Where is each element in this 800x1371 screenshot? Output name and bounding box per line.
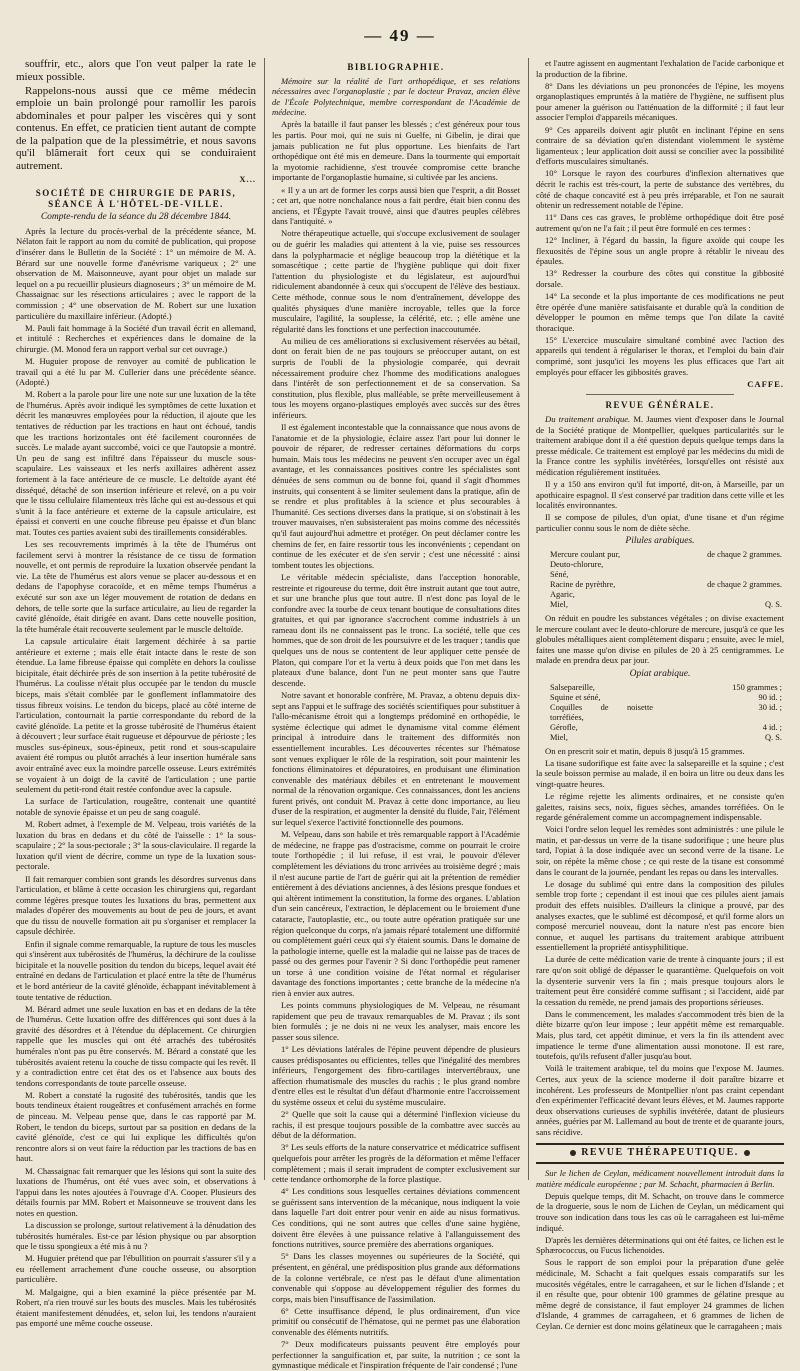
arabique-text-a [536, 479, 784, 533]
paragraph: La capsule articulaire était largement déchirée à sa partie antérieure et externe ; mais elle était intacte dans le reste de son étendue. La lame fibreuse épaisse qui complète en dehors la coulisse bicipitale, était déchirée près de son insertion à la petite tubérosité de l'humérus. La coulisse n'était plus occupée par le tendon du muscle biceps, mais s'était comblée par le gonflement inflammatoire des tissus fibreux voisins. Le tendon du biceps, placé au côté interne de l'articulation, contournait la partie correspondante du rebord de la cavité glénoïde. La petite et la grosse tubérosité de l'humérus étaient à découvert ; leur surface était rugueuse et dépourvue de périoste ; les muscles sus-épineux, sous-épineux, petit rond et sous-scapulaire avaient été rompus ou plutôt arrachés à leur insertion humérale sans avoir entraîné avec eux la moindre parcelle osseuse. Leurs extrémités se voyaient à un doigt de la cavité de l'articulation ; une partie seulement du petit-rond était restée confondue avec la capsule. [16, 635, 256, 795]
paragraph: M. Bérard admet une seule luxation en bas et en dedans de la tête de l'humérus. Cette luxation offre des différences qui sont dues à la gravité des désordres et à l'étendue du déplacement. Ce chirurgien rappelle que les muscles qui ont été arrachés des tubérosités humérales n'ont pas pu être conservés. M. Bérard a constaté que les tubérosités avaient retenu la couche de tissu compacte qui les revêt. Il y a contradiction entre cet état des os et l'absence aux bouts des tendons correspondants de toute parcelle osseuse. [16, 1003, 256, 1088]
opiat-recipe [536, 683, 784, 743]
bibliographie-body [272, 119, 520, 1370]
book-review-title: Mémoire sur la réalité de l'art orthopédique, et ses relations nécessaires avec l'organoplastie ; par le docteur Pravaz, ancien élève de l'École Polytechnique, membre correspondant de l'Académie de médecine. [272, 75, 520, 118]
paragraph: La discussion se prolonge, surtout relativement à la dénudation des tubérosités humérales. Est-ce par lésion physique ou par absorption que le tissu spongieux a été mis à nu ? [16, 1220, 256, 1252]
paragraph: Le régime rejette les aliments ordinaires, et ne consiste qu'en galettes, raisins secs, noix, figues sèches, amandes torréfiées. On le regarde généralement comme un accompagnement indispensable. [536, 790, 784, 823]
recipe-row [536, 723, 784, 733]
section-title-bibliographie: BIBLIOGRAPHIE. [347, 62, 445, 72]
recipe-row [536, 703, 784, 723]
quantity: Q. S. [765, 732, 782, 742]
section-title-revue-generale: REVUE GÉNÉRALE. [605, 400, 715, 411]
pills-title: Pilules arabiques. [625, 536, 695, 547]
paragraph: M. Robert a la parole pour lire une note sur une luxation de la tête de l'humérus. Après avoir indiqué les symptômes de cette luxation et décrit les manœuvres employées pour la réduction, il ajoute que les tentatives de réduction par les tractions en haut ont échoué, tandis que les tractions horizontales ont été facilement couronnées de succès. Le malade ayant succombé, voici ce que l'autopsie a montré. Un peu de sang est infiltré dans l'épaisseur du muscle sous-scapulaire. Les vaisseaux et les nerfs axillaires adhèrent assez fortement à la face antérieure de ce muscle. Le deltoïde ayant été disséqué, détaché de son insertion inférieure et relevé, on a pu voir que le tissu cellulaire filamenteux très lâche qui est au-dessous et qui s'unit à la face antérieure et externe de la capsule articulaire, est épaissi et converti en une couche fibreuse peu épaisse et d'un blanc mat. Toutes ces parties avaient subi des tiraillements considérables. [16, 389, 256, 537]
paragraph: Le véritable médecin spécialiste, dans l'acception honorable, restreinte et rigoureuse du terme, doit être instruit autant que tout autre, et sur une branche plus que tout autre. Il n'est donc pas loyal de le confondre avec la tourbe de ceux tenant boutique de consultations dites gratuites, et qui par ignorance s'accrochent comme industriels à un rameau dont ils ne connaissent pas le tronc. La société, telle que ces hommes, que de son droit de les poursuivre et de les traquer ; tandis que quelques uns de nous se contentent de leur appliquer cette pensée de Platon, qui compare l'or et la vertu à deux poids que l'on met dans les plateaux d'une balance, dont l'un ne peut monter sans que l'autre descende. [272, 571, 520, 688]
column-rule [264, 58, 265, 1180]
recipe-row [536, 580, 784, 590]
opening-paragraph: souffrir, etc., alors que l'on veut palper la rate le mieux possible. [16, 58, 256, 83]
ornament-icon [744, 1150, 750, 1156]
paragraph: 5° Dans les classes moyennes ou supérieures de la Société, qui présentent, en général, une prédisposition plus grande aux déformations de la colonne vertébrale, ce n'est pas le défaut d'une alimentation convenable qui s'oppose au développement régulier des formes du corps, mais bien l'insuffisance de l'assimilation. [272, 1251, 520, 1304]
column-left [16, 58, 256, 1329]
arabique-text-c [536, 746, 784, 1138]
numbered-point: 11° Dans ces cas graves, le problème orthopédique doit être posé autrement qu'on ne l'a fait ; il peut être formulé en ces termes : [536, 212, 784, 233]
page-number: — 49 — [364, 26, 436, 45]
numbered-point: 14° La seconde et la plus importante de ces modifications ne peut être opérée d'une manière satisfaisante et durable qu'à la condition de développer le poumon en même temps que l'on dilate la cavité thoracique. [536, 290, 784, 333]
paragraph: M. Huguier propose de renvoyer au comité de publication le travail qui a été lu par M. Cullerier dans une précédente séance. (Adopté.) [16, 356, 256, 388]
numbered-point: 9° Ces appareils doivent agir plutôt en inclinant l'épine en sens contraire de sa déviation qu'en distendant violemment le système ligamenteux ; leur application doit aussi se concilier avec la possibilité d'efforts musculaires simultanés. [536, 124, 784, 167]
paragraph: 3° Les seuls efforts de la nature conservatrice et médicatrice suffisent quelquefois pour arrêter les progrès de la déformation et même l'effacer complètement ; mais il serait imprudent de compter exclusivement sur cette tendance orthomorphe de la force plastique. [272, 1142, 520, 1185]
article-intro: M. Jaumes vient d'exposer dans le Journal de la Société pratique de Montpellier, quelques particularités sur le traitement arabique dont il a été question depuis quelque temps dans la presse médicale. Ce traitement est employé par les médecins du midi de la France contre les syphilis invétérées, lorsqu'elles ont résisté aux médication régulièrement instituées. [536, 413, 784, 477]
quantity: 150 grammes ; [732, 682, 782, 692]
ingredient: Mercure coulant pur, [550, 550, 621, 560]
numbered-point: 13° Redresser la courbure des côtes qui constitue la gibbosité dorsale. [536, 268, 784, 289]
paragraph: Voilà le traitement arabique, tel du moins que l'expose M. Jaumes. Certes, aux yeux de la science moderne il doit paraître bizarre et incohérent. Les professeurs de Montpellier n'ont pas craint cependant d'en expérimenter l'efficacité devant leurs élèves, et M. Jaumes rapporte deux observations curieuses de syphilis invétérée, datant de plusieurs années, guéries par M. Lallemand au bout de trente et de quarante jours, sans récidive. [536, 1063, 784, 1137]
signature: X... [239, 173, 256, 184]
paragraph: Notre thérapeutique actuelle, qui s'occupe exclusivement de soulager ou de guérir les maladies qui attentent à la vie, puise ses ressources dans la polypharmacie et néglige beaucoup trop la diététique et la somascétique ; cette partie de l'hygiène publique qui doit fixer l'attention du physiologiste et du législateur, est aujourd'hui ridiculement abandonnée à ceux qui s'occupent de l'élève des bestiaux. Cette méthode, connue sous le nom d'entraînement, développe des qualités physiques d'une manière incroyable, telles que la force musculaire, l'agilité, la souplesse, la célérité, etc. ; elle amène une régularité dans les fonctions et une perfection inaccoutumée. [272, 228, 520, 334]
orthopedic-conclusions [536, 58, 784, 377]
paragraph: On en prescrit soir et matin, depuis 8 jusqu'à 15 grammes. [545, 745, 745, 756]
ornament-icon [570, 1150, 576, 1156]
quantity: 30 id. ; [758, 702, 782, 712]
paragraph: Depuis quelque temps, dit M. Schacht, on trouve dans le commerce de la droguerie, sous le nom de Lichen de Ceylan, un médicament qui trouve son indication dans tous les cas où le carragaheen est lui-même indiqué. [536, 1190, 784, 1233]
paragraph: M. Chassaignac fait remarquer que les lésions qui sont la suite des luxations de l'humérus, ont été vues avec soin, et observations à l'appui dans les notes ajoutées à l'ouvrage d'A. Cooper. Plusieurs des détails fournis par MM. Robert et Maisonneuve se trouvent dans les notes en question. [16, 1165, 256, 1218]
recipe-row [536, 570, 784, 580]
numbered-point: 8° Dans les déviations un peu prononcées de l'épine, les moyens organoplastiques empruntés à la matière de l'hygiène, ne suffisent plus pour amener la guérison ou l'atténuation de la difformité ; il faut leur associer l'emploi d'appareils mécaniques. [536, 80, 784, 123]
quantity: de chaque 2 grammes. [707, 550, 782, 560]
paragraph: Il y a 150 ans environ qu'il fut importé, dit-on, à Marseille, par un apothicaire espagnol. Il s'est conservé par tradition dans cette ville et les localités environnantes. [536, 478, 784, 511]
paragraph: Après la bataille il faut panser les blessés ; c'est généreux pour tous les partis. Pour moi, qui ne suis ni Guelfe, ni Gibelin, je dirai que jamais publication ne fut plus opportune. Les bienfaits de l'art orthopédique ont été mis en demeure. Dans la tourmente qui emportait la myotomie rachidienne, s'est trouvée compromise cette branche importante de l'organoplastie humaine, si cultivée par les anciens. [272, 119, 520, 183]
paragraph: M. Velpeau, dans son habile et très remarquable rapport à l'Académie de médecine, ne frappe pas d'ostracisme, comme on pourrait le croire toute l'orthopédie ; il lui refuse, il est vrai, le pouvoir d'élever complètement les déviations du tronc arrivées au troisième degré ; mais il n'est aucune partie de l'art de guérir qui ait la prétention de remédier entièrement à des déviations anciennes, à des lésions presque fondues et qui altèrent intimement la constitution, la forme des organes. L'ablation d'un sein cancéreux, l'extraction, le déplacement ou le broiement d'une cataracte, l'autoplastie, etc., ou toute autre opération pratiquée sur une région quelconque du corps, n'a jamais réparé totalement une difformité ou complètement guéri ceux qui s'y étaient soumis. Dans le domaine de la pathologie interne, quelle est la maladie qui ne laisse pas de traces de passé ou des germes pour l'avenir ? Si donc l'orthopédie peut ramener un torse à une condition voisine de l'état normal et régulariser davantage des fonctions importantes ; cette branche de la médecine n'a rien à envier aux autres. [272, 829, 520, 999]
numbered-point: 15° L'exercice musculaire simultané combiné avec l'action des appareils qui tendent à régulariser le thorax, et l'emploi du bain d'air comprimé, sont jusqu'ici les moyens les plus efficaces que l'art ait employés pour effacer les gibbosités graves. [536, 334, 784, 377]
quantity: 90 id. ; [758, 692, 782, 702]
paragraph: La durée de cette médication varie de trente à cinquante jours ; il est rare qu'on soit obligé de dépasser le quarantième. Quelquefois on voit la dysenterie survenir vers la fin ; mais presque toujours alors le traitement peut être considéré comme suffisant ; si l'accident, aidé par la cessation du remède, ne prend jamais des proportions sérieuses. [536, 954, 784, 1007]
numbered-point: 10° Lorsque le rayon des courbures d'inflexion alternatives que décrit le rachis est très-court, la perte de substance des vertèbres, du côté de chaque concavité est à peu près irréparable, et l'on ne saurait obtenir un redressement notable de l'épine. [536, 168, 784, 211]
ingredient: Squine et séné, [550, 692, 601, 702]
quantity: Q. S. [765, 600, 782, 610]
paragraph: Les ses recouvrements imprimés à la tête de l'humérus ont facilement servi à montrer la résistance de ce tissu de formation nouvelle, et ont permis de reproduire la luxation observée pendant la vie. La tête de l'humérus est alors venue se placer au-dessous et en dedans de l'apophyse coracoïde, et en même temps l'humérus a exécuté sur son axe un léger mouvement de rotation de dedans en dehors, de telle sorte que la surface articulaire, au lieu de regarder la cavité glénoïde, était dirigée en avant. Dans cette nouvelle position, la tête humérale était recouverte seulement par le muscle deltoïde. [16, 539, 256, 634]
paragraph: M. Robert admet, à l'exemple de M. Velpeau, trois variétés de la luxation du bras en dedans et du côté de l'aisselle : 1° la sous-scapulaire ; 2° la sous-pectorale ; 3° la sous-claviculaire. Il regarde la luxation qu'il vient de décrire, comme un type de la luxation sous-pectorale. [16, 819, 256, 872]
ingredient: Miel, [550, 732, 568, 742]
ingredient: Racine de pyrèthre, [550, 580, 616, 590]
lichen-heading: Sur le lichen de Ceylan, médicament nouvellement introduit dans la matière médicale européenne ; par M. Schacht, pharmacien à Berlin. [536, 1168, 784, 1189]
paragraph: Voici l'ordre selon lequel les remèdes sont administrés : une pilule le matin, et par-dessus un verre de la tisane sudorifique ; une heure plus tard, l'opiat à la dose indiquée avec un second verre de la tisane. Le soir, on répète la même chose ; ce qui reste de la tisane est consommé dans le courant de la journée, pendant les repas ou dans les intervalles. [536, 824, 784, 877]
arabique-text-b [536, 613, 784, 666]
paragraph: Il fait remarquer combien sont grands les désordres survenus dans l'articulation, et blâme à cette occasion les chirurgiens qui, regardant comme légères presque toutes les luxations du bras, permettent aux malades d'opérer des mouvements au bout de peu de jours, et avant que du tissu de nouvelle formation ait pu s'organiser et remplacer la capsule déchirée. [16, 873, 256, 937]
paragraph: M. Malgaigne, qui a bien examiné la pièce présentée par M. Robert, n'a rien trouvé sur les bouts des muscles. Mais les tubérosités étaient manifestement dénudées, et, selon lui, les tendons n'auraient pas emporté une même couche osseuse. [16, 1286, 256, 1329]
numbered-point: 12° Incliner, à l'égard du bassin, la figure axoïde qui coupe les flexuosités de l'épine sous un angle propre à rétablir le niveau des épaules. [536, 235, 784, 267]
signature-caffe: CAFFE. [747, 378, 784, 389]
paragraph: 2° Quelle que soit la cause qui a déterminé l'inflexion vicieuse du rachis, il est presque toujours possible de la combattre avec succès au début de la déformation. [272, 1109, 520, 1141]
numbered-point: et l'autre agissent en augmentant l'exhalation de l'acide carbonique et la production de la fibrine. [536, 58, 784, 79]
lichen-body [536, 1191, 784, 1332]
paragraph: Au milieu de ces améliorations si exclusivement réservées au bétail, dont on ferait bien de ne pas toujours se préoccuper autant, on est surpris de l'oubli de la physiologie comparée, qui devrait nécessairement produire chez l'homme des modifications analogues dans l'intérêt de son perfectionnement et de sa conservation. Sa constitution, plus flexible, plus malléable, se prête merveilleusement à tous les moyens organo-plastiques employés avec succès sur des êtres inférieurs. [272, 335, 520, 420]
recipe-row [536, 600, 784, 610]
quantity [655, 570, 784, 580]
recipe-row [536, 590, 784, 600]
paragraph: Dans le commencement, les malades s'accommodent très bien de la diète bizarre qu'on leur impose ; leur appétit même est remarquable. Mais, plus tard, cet appétit diminue, et vers la fin ils attendent avec impatience le terme d'une alimentation aussi monotone. Il est rare, toutefois, qu'ils refusent d'aller jusqu'au bout. [536, 1008, 784, 1062]
societe-body [16, 226, 256, 1329]
recipe-row [536, 683, 784, 693]
paragraph: 7° Deux modificateurs puissants peuvent être employés pour perfectionner la sanguification et, par suite, la nutrition ; ce sont la gymnastique médicale et l'inspiration fréquente de l'air condensé ; l'une [272, 1339, 520, 1371]
paragraph: Il se compose de pilules, d'un opiat, d'une tisane et d'un régime particulier connu sous le nom de diète sèche. [536, 512, 784, 533]
paragraph: 6° Cette insuffisance dépend, le plus ordinairement, d'un vice primitif ou consécutif de l'hématose, qui ne permet pas une élaboration convenable des éléments nutritifs. [272, 1305, 520, 1337]
recipe-row [536, 693, 784, 703]
paragraph: 1° Les déviations latérales de l'épine peuvent dépendre de plusieurs causes prédisposantes ou efficientes, telles que l'inégalité des membres inférieurs, l'engorgement des fibro-cartilages intervertébraux, une affection rhumatismale des muscles du rachis ; le plus grand nombre d'entre elles est le résultat d'un défaut d'harmonie entre l'accroissement du système osseux et celui du système musculaire. [272, 1044, 520, 1107]
recipe-row [536, 560, 784, 570]
paragraph: Après la lecture du procès-verbal de la précédente séance, M. Nélaton fait le rapport au nom du comité de publication, qui propose d'insérer dans le Bulletin de la Société : 1° un mémoire de M. A. Bérard sur une nouvelle forme d'anévrisme variqueux ; 2° une observation de M. Maisonneuve, ayant pour objet un malade sur lequel on a pu recueillir plusieurs diagnoseurs ; 3° un mémoire de M. Chassaignac sur les résections articulaires ; avec le rapport de la commission ; 4° une observation de M. Robert sur une luxation particulière du maxillaire inférieur. (Adopté.) [16, 225, 256, 321]
paragraph: Il est également incontestable que la connaissance que nous avons de l'anatomie et de la physiologie, éclaire assez l'art pour lui donner le pouvoir de réparer, de redresser certaines déformations du corps humain. Mais tous les médecins ne peuvent s'en occuper avec un égal avantage, et les connaissances positives contre les spécialistes sont dénuées de sens commun ou de bonne foi, quand il s'agit d'hommes instruits, qui consentent à se limiter seulement dans la pratique, afin de se rendre et plus profitables à la science et plus secourables à l'humanité. Ces sections diverses dans la pratique, si on s'obstinait à les trouver mauvaises, n'en subsisteraient pas moins comme des nécessités qu'il faut aujourd'hui admettre et protéger. On peut déclamer contre les chemins de fer, en faire ressortir tous les inconvénients ; cependant on continue de les exécuter et de s'en servir ; c'est une nécessité : ainsi tombent toutes les objections. [272, 422, 520, 570]
paragraph: On réduit en poudre les substances végétales ; on divise exactement le mercure coulant avec le deuto-chlorure de mercure, jusqu'à ce que les globules métalliques aient complètement disparu ; ensuite, avec le miel, faites une masse qu'on divise en pilules de 20 à 25 centigrammes. Le malade en prendra deux par jour. [536, 613, 784, 666]
article-heading-arabique: Du traitement arabique. [545, 413, 631, 424]
recipe-row [536, 733, 784, 743]
ingredient: Séné, [550, 570, 569, 580]
column-right [536, 58, 784, 1331]
banner-label: REVUE THÉRAPEUTIQUE. [581, 1147, 739, 1159]
paragraph: M. Huguier prétend que par l'ébullition on pourrait s'assurer s'il y a eu réellement arrachement d'une couche osseuse, ou absorption particulière. [16, 1253, 256, 1285]
paragraph: Sous le rapport de son emploi pour la préparation d'une gelée médicinale, M. Schacht a fait quelques essais comparatifs sur les mucosités végétales, entre le carragaheen, et sur le lichen d'Islande ; et il en résulte que, pour obtenir 100 grammes de gélatine presque au même degré de consistance, il faut employer 24 grammes de lichen d'Islande, 4 grammes de carragaheen, et 6 grammes de lichen de Ceylan. Ce dernier est donc moins gélatineux que le carragaheen ; mais [536, 1257, 784, 1331]
paragraph: Enfin il signale comme remarquable, la rupture de tous les muscles qui s'insèrent aux tubérosités de l'humérus, la déchirure de la coulisse bicipitale et la nouvelle position du tendon du biceps, lequel avait été entraîné en dedans de l'articulation et placé entre la tête de l'humérus et le bord antérieur de la cavité glénoïde, échappant inévitablement à toute tentative de réduction. [16, 938, 256, 1002]
column-rule [528, 58, 529, 1180]
separator [586, 394, 735, 395]
paragraph: 4° Les conditions sous lesquelles certaines déviations commencent se guérissent sans intervention de la mécanique, nous indiquent la voie dans laquelle l'art doit entrer pour venir en aide au nisus formativus. Ces conditions, qui ne sont autres que celles d'une saine hygiène, doivent être élevées à une puissance relative à l'allanguissement des fonctions nutritives, source première des aberrations organiques. [272, 1186, 520, 1250]
paragraph: Notre savant et honorable confrère, M. Pravaz, a obtenu depuis dix-sept ans l'appui et le suffrage des sociétés scientifiques pour substituer à l'allo-mécanisme étroit qui a longtemps prédominé en orthopédie, le système éclectique qui admet le dynamisme vital comme élément principal à introduire dans le traitement des difformités non essentiellement incurables. Les découvertes récentes sur l'hématose sont venues expliquer le rôle de la respiration, soit pour maintenir les fonctions éliminatoires et dépuratoires, en produisant une élimination convenable des matériaux débiles et en entretenant le mouvement normal de la rénovation organique. Ces connaissances, dont les anciens furent privés, ont conduit M. Pravaz à cette donc importance, au lieu d'user de la respiration, et augmenter la densité du fluide, l'air, l'élément sur lequel s'exerce l'activité fonctionnelle des poumons. [272, 689, 520, 828]
paragraph: « Il y a un art de former les corps aussi bien que l'esprit, a dit Bosset ; cet art, que notre nonchalance nous a fait perdre, était bien connu des anciens, et l'Égypte l'avait trouvé, ainsi que d'autres peuples célèbres dans l'antiquité. » [272, 184, 520, 227]
section-title-societe: SOCIÉTÉ DE CHIRURGIE DE PARIS, SÉANCE À L'HÔTEL-DE-VILLE. [35, 188, 237, 209]
paragraph: La tisane sudorifique est faite avec la salsepareille et la squine ; c'est la seule boisson permise au malade, il en boira un litre ou deux dans les vingt-quatre heures. [536, 757, 784, 789]
ingredient: Salsepareille, [550, 682, 595, 692]
paragraph: D'après les dernières déterminations qui ont été faites, ce lichen est le Sphærococcus, ou Fucus lichenoides. [536, 1234, 784, 1256]
paragraph: M. Robert a constaté la rugosité des tubérosités, tandis que les bouts tendineux étaient rougeâtres et confusément arrachés en forme de pinceau. M. Velpeau pense que, dans le cas rapporté par M. Robert, le tendon du biceps, surtout par sa position en dedans de la cavité glénoïde, c'est ce qui lui explique les difficultés qu'on rencontre alors si on veut faire la réduction par les tractions de bas en haut. [16, 1089, 256, 1164]
ingredient: Miel, [550, 600, 568, 610]
banner-revue-therapeutique [536, 1143, 784, 1164]
paragraph: Le dosage du sublimé qui entre dans la composition des pilules semble trop forte ; cependant il est inoui que ces pilules aient jamais produit des effets nuisibles. D'ailleurs la clinique a prouvé, par des analyses exactes, que le sublimé est décomposé, et qu'il forme alors un composé mercuriel nouveau, dont la nature n'est pas encore bien connue, et auquel les partisans du traitement arabique attribuent essentiellement la propriété antisyphilitique. [536, 878, 784, 953]
ingredient: Agaric, [550, 590, 575, 600]
opening-paragraph: Rappelons-nous aussi que ce même médecin emploie un bain prolongé pour ramollir les parois abdominales et pour palper les viscères qui y sont contenus. En effet, ce praticien tient autant de compte de la palpation que de la plessimétrie, et nous savons qu'il blâmerait fort ceux qui se conduiraient autrement. [16, 84, 256, 172]
paragraph: Les points communs physiologiques de M. Velpeau, ne résumant rapidement que peu de travaux remarquables de M. Pravaz ; ils sont bien formulés ; je ne dois ni ne veux les analyser, mais encore les passer sous silence. [272, 1000, 520, 1042]
opiat-title: Opiat arabique. [629, 669, 691, 679]
ingredient: Deuto-chlorure, [550, 560, 604, 570]
quantity: 4 id. ; [762, 722, 782, 732]
paragraph: La surface de l'articulation, rougeâtre, contenait une quantité notable de synovie épaisse et un peu de sang coagulé. [16, 796, 256, 817]
paragraph: M. Pauli fait hommage à la Société d'un travail écrit en allemand, et intitulé : Recherches et expériences dans le domaine de la chirurgie. (M. Monod fera un rapport verbal sur cet ouvrage.) [16, 322, 256, 354]
pills-recipe [536, 550, 784, 610]
column-middle [272, 58, 520, 1371]
ingredient: Gérofle, [550, 722, 578, 732]
recipe-row [536, 550, 784, 560]
quantity: de chaque 2 grammes. [707, 580, 782, 590]
session-subtitle: Compte-rendu de la séance du 28 décembre 1844. [40, 212, 232, 223]
quantity [655, 590, 784, 600]
ingredient: Coquilles de noisette torréfiées, [550, 702, 654, 722]
quantity [655, 560, 784, 570]
